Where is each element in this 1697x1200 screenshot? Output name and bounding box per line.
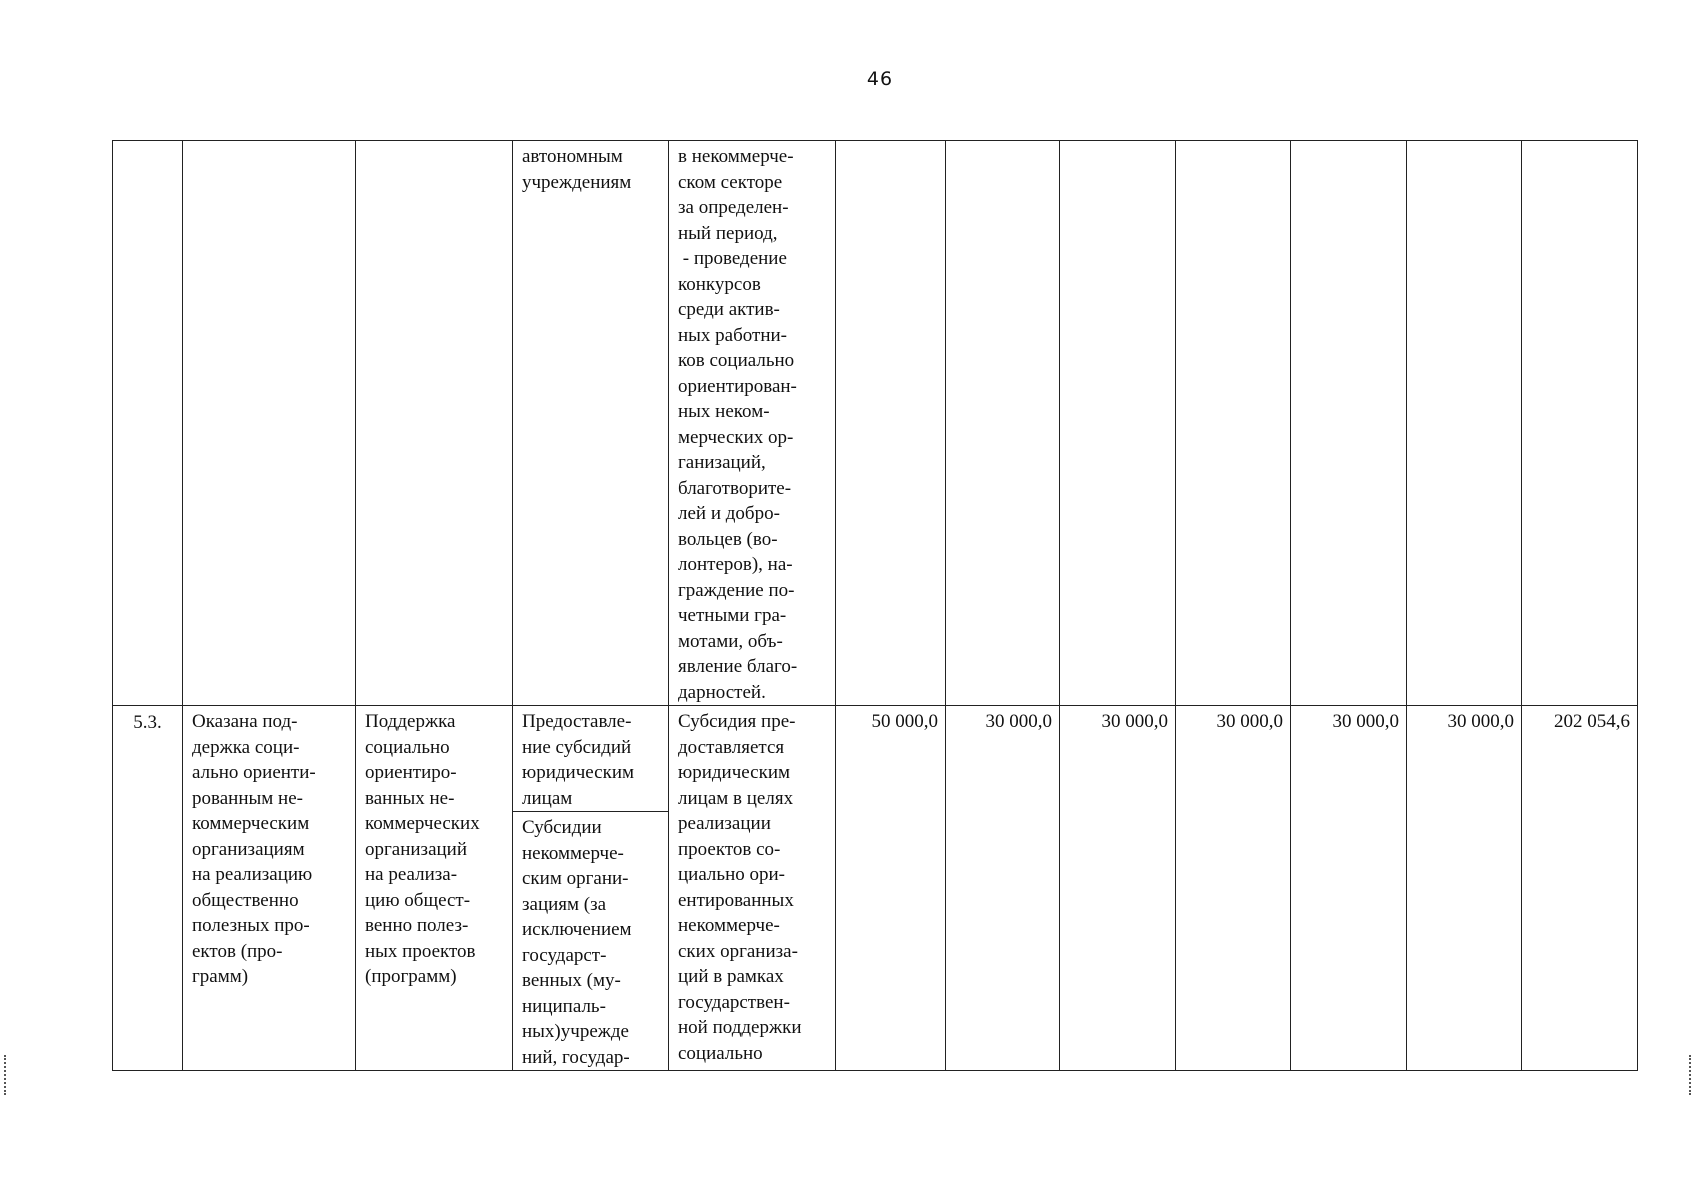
cell-amount: [836, 141, 946, 706]
cell-amount: 30 000,0: [1176, 706, 1291, 1071]
cell-amount: 30 000,0: [1291, 706, 1407, 1071]
direction-subsidy-type: Предоставле- ние субсидий юридическим лицам: [513, 706, 668, 812]
cell-description: Субсидия пре- доставляется юридическим лицам в целях реализации проектов со- циально ори- ентированных некоммерче- ских организа- ций в рамках государствен- ной поддержки социально: [669, 706, 836, 1071]
cell-measure: [356, 141, 513, 706]
cell-amount: [946, 141, 1060, 706]
table-row: [113, 706, 1638, 1071]
direction-subsidy-detail: Субсидии некоммерче- ским органи- зациям (за исключением государст- венных (му- ниципаль- ных)учрежде ний, государ-: [522, 817, 632, 1068]
cell-direction: [513, 706, 669, 1071]
cell-amount: [1060, 141, 1176, 706]
cell-number: [113, 141, 183, 706]
cell-amount: 30 000,0: [946, 706, 1060, 1071]
cell-measure: Поддержка социально ориентиро- ванных не- коммерческих организаций на реализа- цию общест- венно полез- ных проектов (программ): [356, 706, 513, 1071]
scan-edge-mark: [4, 1055, 8, 1095]
program-table: [112, 140, 1638, 1071]
cell-description: в некоммерче- ском секторе за определен- ный период, - проведение конкурсов среди актив- ных работни- ков социально ориентирован- ных неком- мерческих ор- ганизаций, благотворите- лей и добро- вольцев (во- лонтеров), на- граждение по- четными гра- мотами, объ- явление благо- дарностей.: [669, 141, 836, 706]
cell-amount: [1176, 141, 1291, 706]
cell-amount: 202 054,6: [1522, 706, 1638, 1071]
cell-number: 5.3.: [113, 706, 183, 1071]
cell-amount: [1522, 141, 1638, 706]
cell-amount: 50 000,0: [836, 706, 946, 1071]
scan-edge-mark: [1689, 1055, 1693, 1095]
cell-amount: [1407, 141, 1522, 706]
table-row: [113, 141, 1638, 706]
cell-result: Оказана под- держка соци- ально ориенти- рованным не- коммерческим организациям на реализацию общественно полезных про- ектов (про- грамм): [183, 706, 356, 1071]
cell-direction: автономным учреждениям: [513, 141, 669, 706]
cell-amount: 30 000,0: [1407, 706, 1522, 1071]
cell-amount: 30 000,0: [1060, 706, 1176, 1071]
page-number: 46: [866, 68, 894, 90]
cell-amount: [1291, 141, 1407, 706]
cell-result: [183, 141, 356, 706]
